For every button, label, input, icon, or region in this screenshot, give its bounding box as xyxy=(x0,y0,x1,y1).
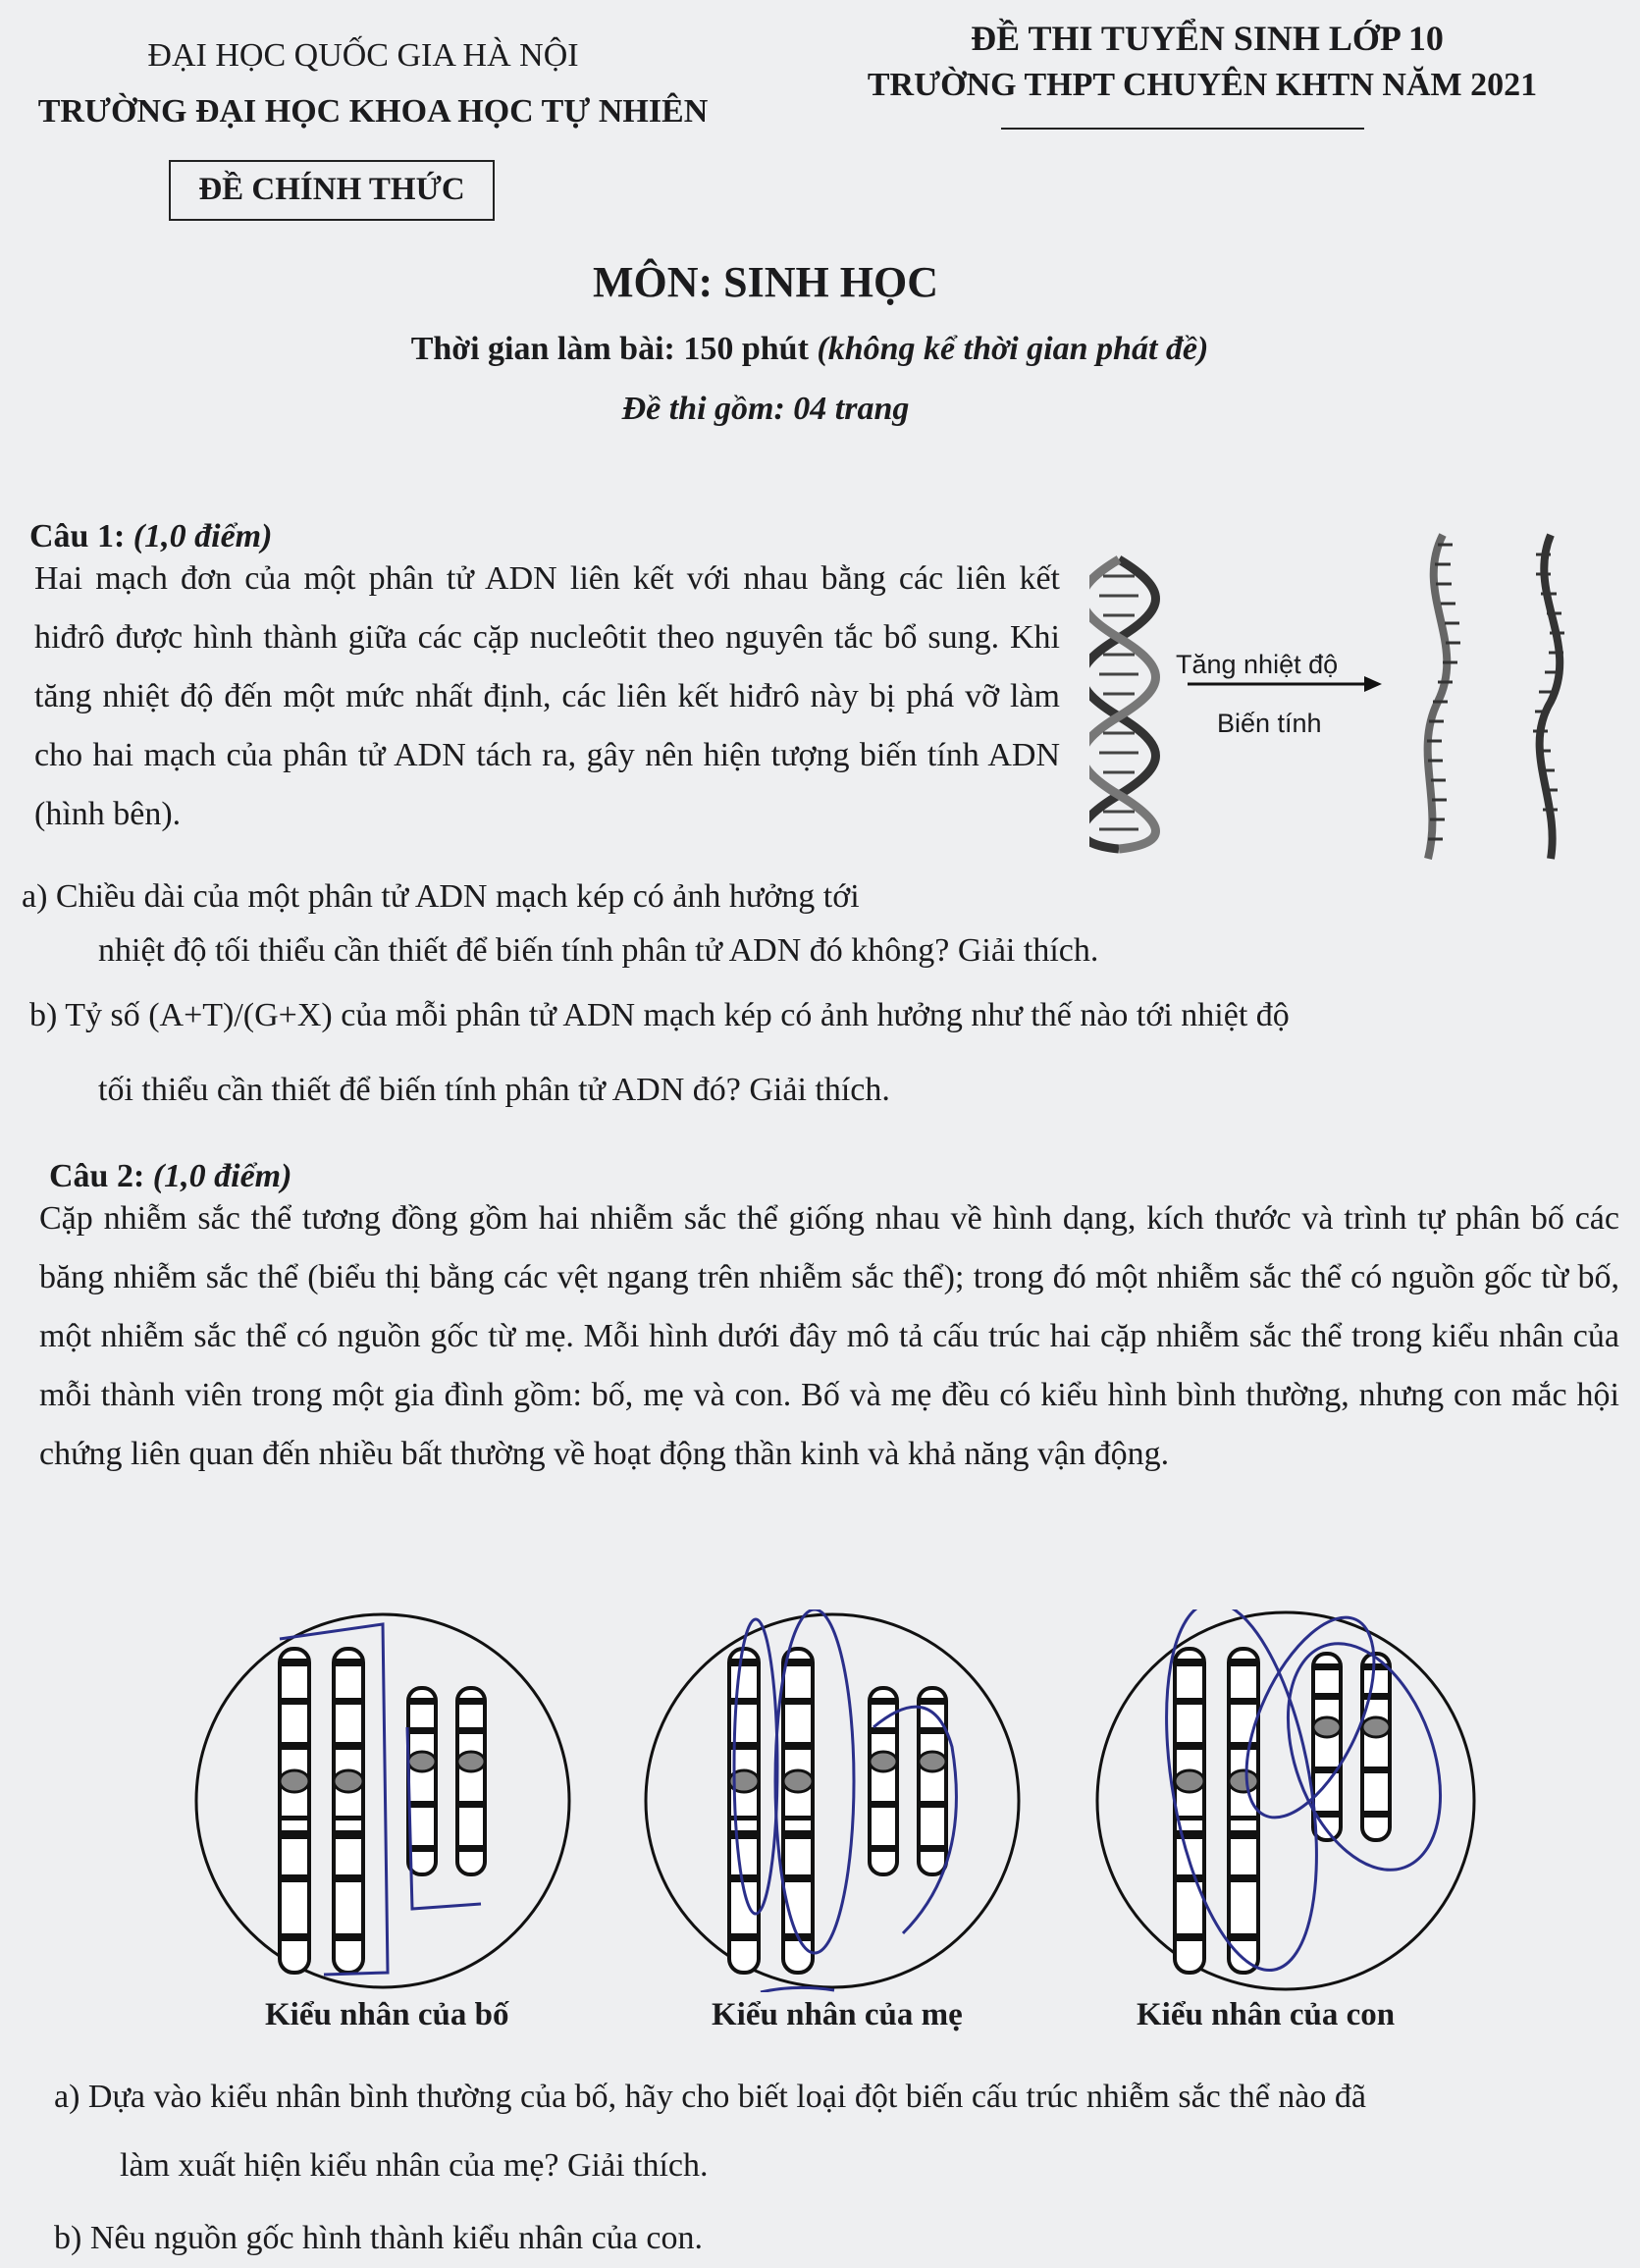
exam-school: TRƯỜNG THPT CHUYÊN KHTN NĂM 2021 xyxy=(867,67,1538,103)
child-karyotype xyxy=(1097,1612,1474,1989)
single-strand-right-icon xyxy=(1533,535,1564,859)
subject-title: MÔN: SINH HỌC xyxy=(593,258,938,306)
q2-label: Câu 2: xyxy=(49,1158,145,1194)
q1-part-a-line2: nhiệt độ tối thiểu cần thiết để biến tính phân tử ADN đó không? Giải thích. xyxy=(98,932,1099,969)
q2-part-b-line: b) Nêu nguồn gốc hình thành kiểu nhân của con. xyxy=(54,2220,703,2256)
exam-duration xyxy=(0,331,1619,368)
university-name: ĐẠI HỌC QUỐC GIA HÀ NỘI xyxy=(147,37,579,74)
double-helix-icon xyxy=(1089,559,1156,849)
dna-denaturation-figure xyxy=(1089,515,1600,878)
duration-note: (không kể thời gian phát đề) xyxy=(817,331,1209,367)
duration-main: Thời gian làm bài: 150 phút xyxy=(410,331,809,367)
exam-title: ĐỀ THI TUYỂN SINH LỚP 10 xyxy=(971,19,1444,58)
q2-part-a-line2: làm xuất hiện kiểu nhân của mẹ? Giải thích. xyxy=(120,2147,709,2184)
q1-part-a-line1: a) Chiều dài của một phân tử ADN mạch kép có ảnh hưởng tới xyxy=(22,878,860,915)
q1-paragraph: Hai mạch đơn của một phân tử ADN liên kết với nhau bằng các liên kết hiđrô được hình thành giữa các cặp nucleôtit theo nguyên tắc bổ sung. Khi tăng nhiệt độ đến một mức nhất định, các liên kết hiđrô này bị phá vỡ làm cho hai mạch của phân tử ADN tách ra, gây nên hiện tượng biến tính ADN (hình bên). xyxy=(34,560,1060,832)
arrow-label-heating: Tăng nhiệt độ xyxy=(1176,650,1339,679)
arrow-head xyxy=(1364,676,1382,692)
q1-part-b-line2: tối thiểu cần thiết để biến tính phân tử ADN đó? Giải thích. xyxy=(98,1072,890,1108)
q1-label: Câu 1: xyxy=(29,518,126,554)
q1-part-b-line1: b) Tỷ số (A+T)/(G+X) của mỗi phân tử ADN mạch kép có ảnh hưởng như thế nào tới nhiệt độ xyxy=(29,997,1290,1033)
q2-paragraph: Cặp nhiễm sắc thể tương đồng gồm hai nhiễm sắc thể giống nhau về hình dạng, kích thước và trình tự phân bố các băng nhiễm sắc thể (biểu thị bằng các vệt ngang trên nhiễm sắc thể); trong đó một nhiễm sắc thể có nguồn gốc từ bố, một nhiễm sắc thể có nguồn gốc từ mẹ. Mỗi hình dưới đây mô tả cấu trúc hai cặp nhiễm sắc thể trong kiểu nhân của mỗi thành viên trong một gia đình gồm: bố, mẹ và con. Bố và mẹ đều có kiểu hình bình thường, nhưng con mắc hội chứng liên quan đến nhiều bất thường về hoạt động thần kinh và khả năng vận động. xyxy=(39,1200,1619,1472)
school-name: TRƯỜNG ĐẠI HỌC KHOA HỌC TỰ NHIÊN xyxy=(37,93,709,130)
page-count: Đề thi gồm: 04 trang xyxy=(621,391,910,427)
official-exam-label: ĐỀ CHÍNH THỨC xyxy=(169,160,495,221)
single-strand-left-icon xyxy=(1427,535,1460,859)
q2-points: (1,0 điểm) xyxy=(152,1158,292,1194)
caption-father-karyotype: Kiểu nhân của bố xyxy=(265,1997,509,2032)
q1-points: (1,0 điểm) xyxy=(132,518,273,554)
header-divider xyxy=(1001,128,1364,130)
caption-mother-karyotype: Kiểu nhân của mẹ xyxy=(712,1997,963,2032)
caption-child-karyotype: Kiểu nhân của con xyxy=(1137,1997,1396,2032)
karyotype-figures xyxy=(186,1609,1502,1992)
arrow-label-denaturation: Biến tính xyxy=(1217,709,1322,738)
q2-part-a-line1: a) Dựa vào kiểu nhân bình thường của bố, hãy cho biết loại đột biến cấu trúc nhiễm sắc thể nào đã xyxy=(54,2079,1366,2115)
